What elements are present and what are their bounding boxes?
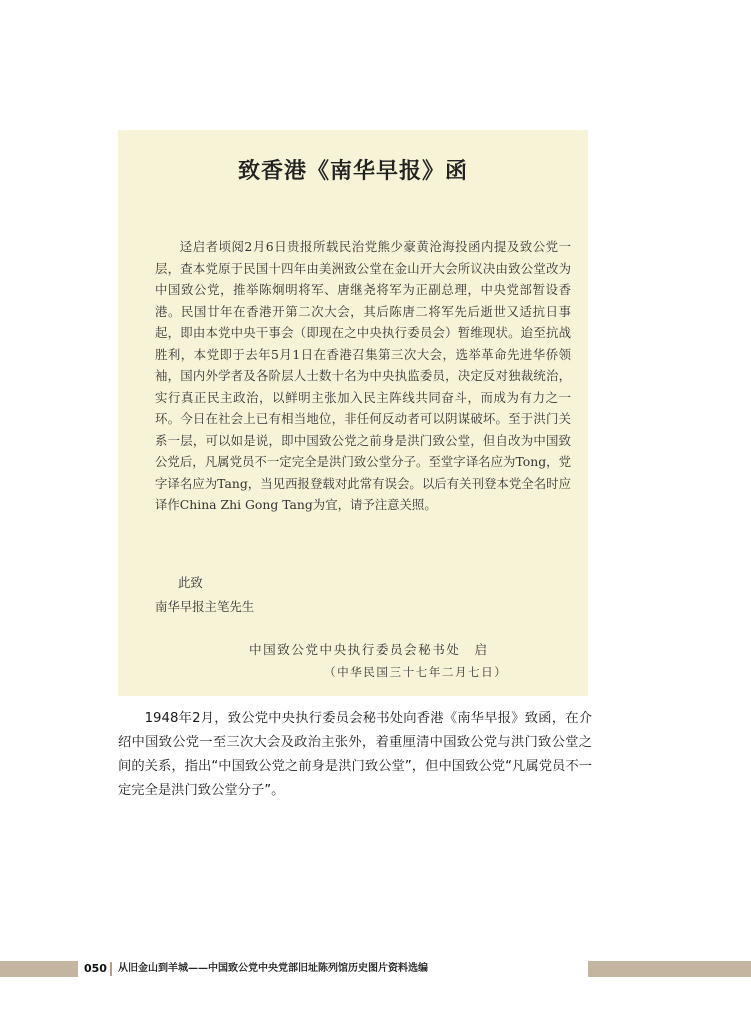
footer-divider bbox=[110, 962, 112, 976]
letter-closing: 此致 bbox=[178, 575, 203, 590]
letter-image bbox=[118, 130, 588, 696]
letter-signature: 中国致公党中央执行委员会秘书处 启 bbox=[249, 642, 489, 657]
letter-date: （中华民国三十七年二月七日） bbox=[324, 665, 508, 679]
page-number: 050 bbox=[84, 962, 107, 975]
footer-book-title: 从旧金山到羊城——中国致公党中央党部旧址陈列馆历史图片资料选编 bbox=[118, 963, 428, 974]
figure-caption: 1948年2月，致公党中央执行委员会秘书处向香港《南华早报》致函，在介绍中国致公党一至三次大会及政治主张外，着重厘清中国致公党与洪门致公堂之间的关系，指出“中国致公党之前身是洪门致公堂”，但中国致公党“凡属党员不一定完全是洪门致公堂分子”。 bbox=[118, 711, 592, 798]
letter-salutation: 南华早报主笔先生 bbox=[155, 599, 255, 614]
letter-body: 迳启者顷阅2月6日贵报所载民治党熊少豪黄沧海投函内提及致公党一层，查本党原于民国十四年由美洲致公堂在金山开大会所议决由致公堂改为中国致公党，推举陈炯明将军、唐继尧将军为正副总理，中央党部暂设香港。民国廿年在香港开第二次大会，其后陈唐二将军先后逝世又适抗日事起，即由本党中央干事会（即现在之中央执行委员会）暂维现状。迨至抗战胜利，本党即于去年5月1日在香港召集第三次大会，选举革命先进华侨领袖，国内外学者及各阶层人士数十名为中央执监委员，决定反对独裁统治，实行真正民主政治，以鲜明主张加入民主阵线共同奋斗，而成为有力之一环。今日在社会上已有相当地位，非任何反动者可以阴谋破坏。至于洪门关系一层，可以如是说，即中国致公党之前身是洪门致公堂，但自改为中国致公党后，凡属党员不一定完全是洪门致公堂分子。至堂字译名应为Tong，党字译名应为Tang，当见西报登载对此常有误会。以后有关刊登本党全名时应译作China Zhi Gong Tang为宜，请予注意关照。 bbox=[155, 239, 571, 512]
letter-title: 致香港《南华早报》函 bbox=[237, 158, 468, 184]
footer-bar-left bbox=[0, 961, 78, 977]
footer-bar-right bbox=[588, 961, 751, 977]
